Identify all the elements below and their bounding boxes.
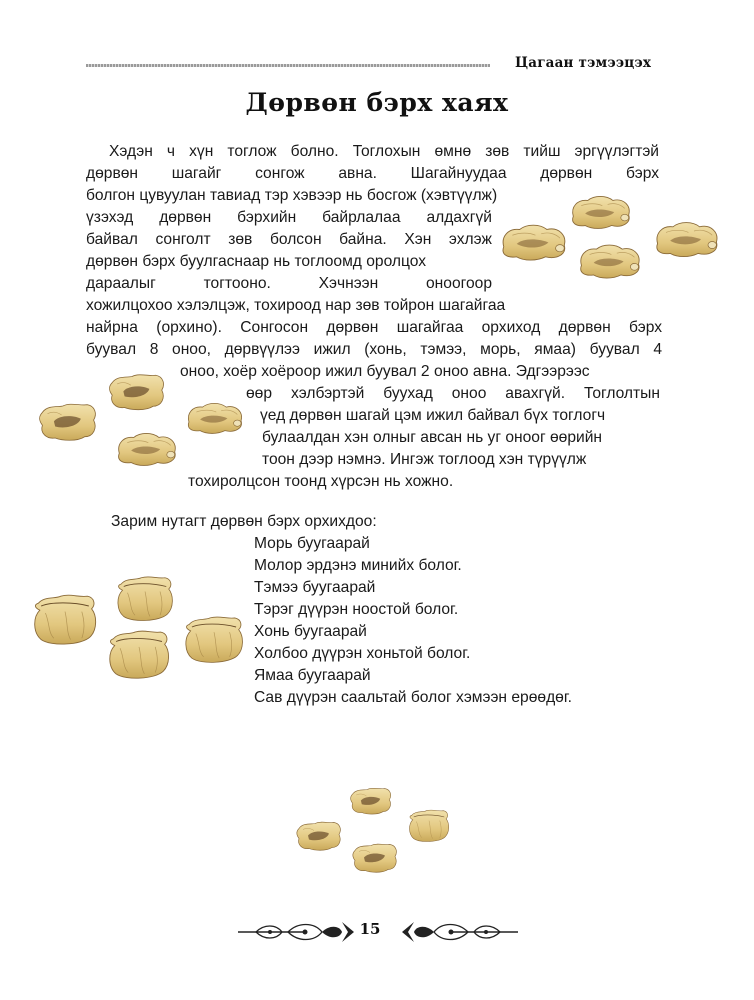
text-line: дөрвөн шагайг сонгож авна. Шагайнуудаа дөрвөн бэрх: [86, 165, 659, 182]
verse-intro: Зарим нутагт дөрвөн бэрх орхихдоо:: [111, 513, 377, 530]
footer-ornament-left: [236, 920, 356, 944]
ankle-bone-illustration: [36, 398, 100, 446]
verse-line: Тэмээ буугаарай: [254, 579, 376, 596]
ankle-bone-illustration: [568, 190, 634, 232]
ankle-bone-illustration: [184, 396, 246, 438]
text-line: тоон дээр нэмнэ. Ингэж тоглоод хэн түрүүлж: [262, 451, 587, 468]
text-line: булаалдан хэн олныг авсан нь уг оноог өөрийн: [262, 429, 603, 446]
text-line: өөр хэлбэртэй буухад оноо авахгүй. Тоглолтын: [246, 385, 660, 402]
ankle-bone-illustration: [350, 840, 400, 876]
running-header: Цагаан тэмээцэх: [515, 55, 652, 71]
verse-line: Холбоо дүүрэн хоньтой болог.: [254, 645, 471, 662]
ankle-bone-illustration: [294, 818, 344, 854]
verse-line: Молор эрдэнэ минийх болог.: [254, 557, 462, 574]
text-line: үед дөрвөн шагай цэм ижил байвал бүх тоглогч: [260, 407, 606, 424]
verse-line: Сав дүүрэн саальтай болог хэмээн ерөөдөг.: [254, 689, 572, 706]
ankle-bone-illustration: [180, 614, 248, 666]
footer-ornament-right: [400, 920, 520, 944]
verse-line: Тэрэг дүүрэн ноостой болог.: [254, 601, 459, 618]
ankle-bone-illustration: [404, 808, 454, 844]
verse-line: Хонь буугаарай: [254, 623, 367, 640]
ankle-bone-illustration: [348, 784, 394, 818]
text-line: найрна (орхино). Сонгосон дөрвөн шагайгаа орхиход дөрвөн бэрх: [86, 319, 662, 336]
text-line: дараалыг тогтооно. Хэчнээн оноогоор: [86, 275, 492, 292]
text-line: дөрвөн бэрх буулгаснаар нь тоглоомд оролцох: [86, 253, 427, 270]
text-line: тохиролцсон тоонд хүрсэн нь хожно.: [188, 473, 454, 490]
text-line: байвал сонголт зөв болсон байна. Хэн эхлэж: [86, 231, 492, 248]
ankle-bone-illustration: [652, 216, 722, 260]
text-line: Хэдэн ч хүн тоглож болно. Тоглохын өмнө зөв тийш эргүүлэгтэй: [109, 143, 659, 160]
verse-line: Ямаа буугаарай: [254, 667, 371, 684]
ankle-bone-illustration: [110, 574, 180, 624]
page-number: 15: [359, 920, 381, 938]
ankle-bone-illustration: [104, 628, 174, 682]
ankle-bone-illustration: [576, 238, 644, 282]
ankle-bone-illustration: [106, 370, 168, 414]
text-line: оноо, хоёр хоёроор ижил буувал 2 оноо авна. Эдгээрээс: [180, 363, 590, 380]
text-line: хожилцохоо хэлэлцэж, тохироод нар зөв тойрон шагайгаа: [86, 297, 506, 314]
ankle-bone-illustration: [498, 218, 570, 264]
ankle-bone-illustration: [114, 426, 180, 470]
page-title: Дөрвөн бэрх хаях: [245, 88, 509, 117]
ankle-bone-illustration: [30, 592, 100, 648]
text-line: буувал 8 оноо, дөрвүүлээ ижил (хонь, тэмээ, морь, ямаа) буувал 4: [86, 341, 662, 358]
header-rule: [86, 64, 490, 67]
verse-line: Морь буугаарай: [254, 535, 370, 552]
text-line: болгон цувуулан тавиад тэр хэвээр нь босгож (хэвтүүлж): [86, 187, 498, 204]
text-line: үзэхэд дөрвөн бэрхийн байрлалаа алдахгүй: [86, 209, 492, 226]
